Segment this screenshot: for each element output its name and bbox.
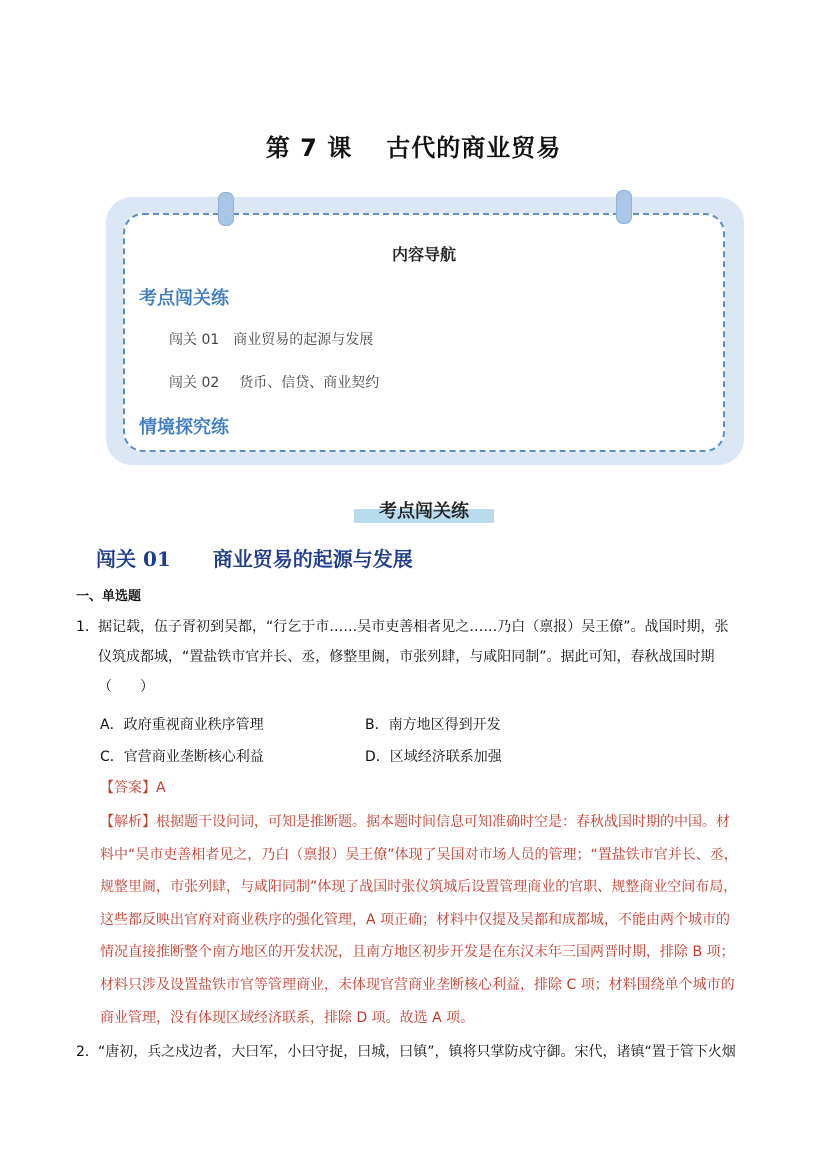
analysis-line: 情况直接推断整个南方地区的开发状况，且南方地区初步开发是在东汉末年三国两晋时期，排除 B 项； — [100, 944, 735, 961]
section-label: 一、单选题 — [76, 589, 142, 604]
question-1 — [76, 612, 766, 702]
nav-item-code: 闯关 02 — [169, 375, 220, 391]
question-number: 1． — [76, 619, 99, 635]
gate-code: 闯关 01 — [96, 547, 171, 571]
section-band-title: 考点闯关练 — [379, 501, 469, 522]
binder-ring-left-icon — [218, 192, 234, 226]
option-d[interactable]: D．区域经济联系加强 — [365, 749, 502, 765]
nav-item-gate-02[interactable] — [169, 372, 379, 392]
nav-heading: 内容导航 — [391, 245, 456, 264]
nav-item-label: 商业贸易的起源与发展 — [233, 332, 374, 348]
analysis — [100, 806, 760, 1034]
question-line: （ ） — [98, 679, 154, 695]
analysis-line: 料中“吴市吏善相者见之，乃白（禀报）吴王僚”体现了吴国对市场人员的管理；“置盐铁市官并长、丞， — [100, 846, 738, 863]
section-band — [354, 497, 494, 525]
analysis-line: 商业管理，没有体现区域经济联系，排除 D 项。故选 A 项。 — [100, 1009, 475, 1026]
analysis-line: 材料只涉及设置盐铁市官等管理商业，未体现官营商业垄断核心利益，排除 C 项；材料围绕单个城市的 — [100, 976, 735, 993]
nav-item-code: 闯关 01 — [169, 332, 220, 348]
option-b[interactable]: B．南方地区得到开发 — [365, 717, 501, 733]
analysis-line: 这些都反映出官府对商业秩序的强化管理，A 项正确；材料中仅提及吴都和成都城，不能由两个城市的 — [100, 911, 731, 928]
question-line: 仪筑成都城，“置盐铁市官并长、丞，修整里阓，市张列肆，与咸阳同制”。据此可知，春秋战国时期 — [98, 649, 715, 665]
lesson-name: 古代的商业贸易 — [386, 134, 562, 162]
question-number: 2． — [76, 1044, 99, 1060]
binder-ring-right-icon — [616, 190, 632, 224]
option-c[interactable]: C．官营商业垄断核心利益 — [100, 749, 264, 765]
gate-title-text: 商业贸易的起源与发展 — [212, 547, 413, 571]
nav-item-label: 货币、信贷、商业契约 — [239, 375, 380, 391]
analysis-line: 规整里阓，市张列肆，与咸阳同制”体现了战国时张仪筑城后设置管理商业的官职、规整商业空间布局， — [100, 879, 738, 896]
question-2 — [76, 1037, 766, 1067]
nav-section-scenario[interactable]: 情境探究练 — [139, 417, 229, 438]
nav-section-checkpoints[interactable]: 考点闯关练 — [139, 288, 229, 309]
question-line: 据记载，伍子胥初到吴都，“行乞于市……吴市吏善相者见之……乃白（禀报）吴王僚”。战国时期，张 — [98, 619, 729, 635]
question-line: “唐初，兵之戍边者，大曰军，小曰守捉，曰城，曰镇”，镇将只掌防戍守御。宋代，诸镇“置于管下火烟 — [98, 1044, 736, 1060]
answer: 【答案】A — [100, 780, 166, 796]
option-a[interactable]: A．政府重视商业秩序管理 — [100, 717, 264, 733]
analysis-line: 【解析】根据题干设问词，可知是推断题。据本题时间信息可知准确时空是：春秋战国时期的中国。材 — [100, 814, 730, 830]
nav-item-gate-01[interactable] — [169, 329, 373, 349]
lesson-title — [0, 128, 827, 163]
gate-heading — [96, 543, 413, 572]
lesson-number: 第 7 课 — [265, 134, 353, 162]
